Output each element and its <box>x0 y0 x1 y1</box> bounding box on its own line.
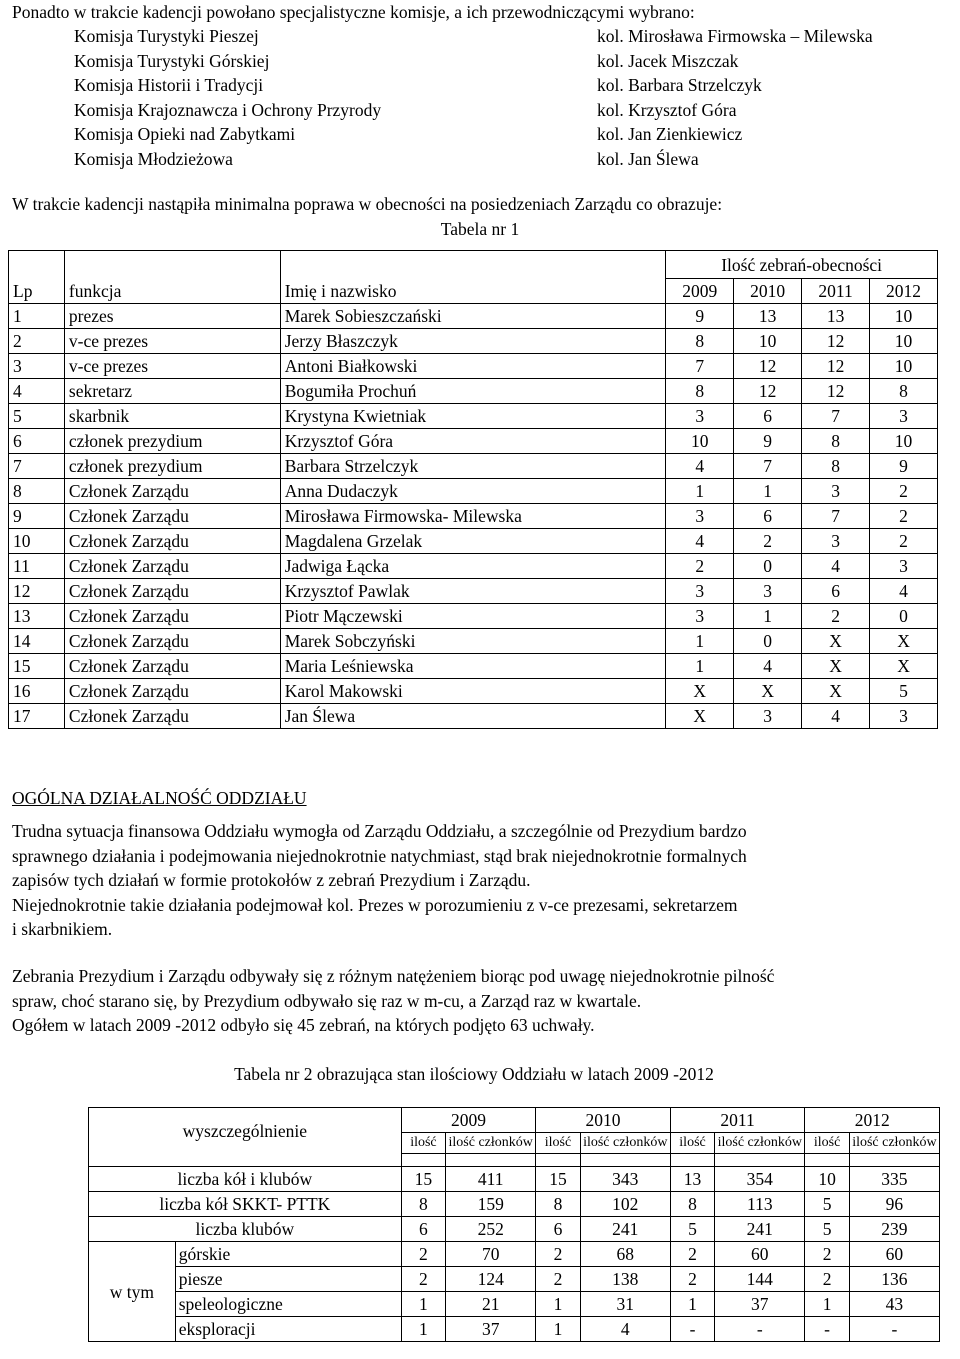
row-label: piesze <box>175 1267 401 1292</box>
table-cell: 411 <box>446 1167 536 1192</box>
subheader-count: ilość <box>401 1133 445 1154</box>
table-cell: 2 <box>9 329 65 354</box>
table-cell: Barbara Strzelczyk <box>280 454 666 479</box>
table1-caption: Tabela nr 1 <box>440 219 520 239</box>
commission-name: Komisja Opieki nad Zabytkami <box>74 124 296 144</box>
subheader-members: ilość członków <box>446 1133 536 1154</box>
table-cell: 4 <box>870 579 938 604</box>
table-cell: 9 <box>666 304 734 329</box>
table-cell: 2 <box>666 554 734 579</box>
table-cell: 7 <box>802 404 870 429</box>
commission-chair: kol. Jan Ślewa <box>597 148 699 169</box>
table-cell: Członek Zarządu <box>64 554 280 579</box>
paragraph-line: Ogółem w latach 2009 -2012 odbyło się 45 zebrań, na których podjęto 63 uchwały. <box>12 1015 595 1035</box>
table-row <box>9 579 938 604</box>
attendance-intro: W trakcie kadencji nastąpiła minimalna poprawa w obecności na posiedzeniach Zarządu co obrazuje: <box>12 194 723 214</box>
table-cell: Krzysztof Pawlak <box>280 579 666 604</box>
table-cell: 335 <box>849 1167 939 1192</box>
table-cell: 343 <box>580 1167 670 1192</box>
table-row <box>89 1267 940 1292</box>
table-cell: 8 <box>870 379 938 404</box>
table-cell: 2 <box>805 1267 849 1292</box>
table-cell: skarbnik <box>64 404 280 429</box>
table-cell: 5 <box>805 1192 849 1217</box>
table-cell: sekretarz <box>64 379 280 404</box>
table2-caption: Tabela nr 2 obrazująca stan ilościowy Oddziału w latach 2009 -2012 <box>234 1064 714 1084</box>
table-row <box>9 304 938 329</box>
header-specification: wyszczególnienie <box>89 1108 402 1154</box>
table-cell: 6 <box>9 429 65 454</box>
table-cell: 6 <box>734 504 802 529</box>
table-row <box>9 379 938 404</box>
table-cell: Bogumiła Prochuń <box>280 379 666 404</box>
table-cell: 252 <box>446 1217 536 1242</box>
table-row <box>89 1317 940 1342</box>
table-cell: członek prezydium <box>64 429 280 454</box>
table-cell: Marek Sobczyński <box>280 629 666 654</box>
table-cell: 4 <box>802 704 870 729</box>
table-row <box>9 629 938 654</box>
table-cell: 14 <box>9 629 65 654</box>
table-cell: - <box>805 1317 849 1342</box>
table-cell: 13 <box>9 604 65 629</box>
group-label: w tym <box>89 1242 176 1342</box>
table-cell: 4 <box>580 1317 670 1342</box>
table-cell: 8 <box>802 429 870 454</box>
table-cell: 0 <box>734 554 802 579</box>
row-label: eksploracji <box>175 1317 401 1342</box>
table-cell: członek prezydium <box>64 454 280 479</box>
table-cell: 3 <box>870 404 938 429</box>
table-cell: prezes <box>64 304 280 329</box>
table-cell: 17 <box>9 704 65 729</box>
table-cell: 1 <box>666 654 734 679</box>
table-row <box>9 479 938 504</box>
table-cell: 2 <box>802 604 870 629</box>
table-cell: Antoni Białkowski <box>280 354 666 379</box>
commission-chair: kol. Barbara Strzelczyk <box>597 75 762 95</box>
table-cell: 113 <box>715 1192 805 1217</box>
membership-table <box>88 1107 940 1342</box>
table-cell: 10 <box>9 529 65 554</box>
table-cell: 10 <box>870 304 938 329</box>
paragraph-line: Zebrania Prezydium i Zarządu odbywały się z różnym natężeniem biorąc pod uwagę niejednokrotnie pilność <box>12 966 775 986</box>
table-cell: 1 <box>666 479 734 504</box>
table-cell: 1 <box>734 479 802 504</box>
table-cell: 144 <box>715 1267 805 1292</box>
table-cell: 8 <box>670 1192 714 1217</box>
table-cell: Karol Makowski <box>280 679 666 704</box>
table-cell: 7 <box>666 354 734 379</box>
table-cell: 3 <box>870 704 938 729</box>
table-cell: Piotr Mączewski <box>280 604 666 629</box>
table-cell: 239 <box>849 1217 939 1242</box>
table-cell: 5 <box>870 679 938 704</box>
table-cell: 2 <box>870 529 938 554</box>
table-cell: 10 <box>870 429 938 454</box>
table-cell: 9 <box>9 504 65 529</box>
table-cell: 1 <box>536 1292 580 1317</box>
table-cell: 7 <box>734 454 802 479</box>
table-row <box>9 504 938 529</box>
table-cell: 1 <box>670 1292 714 1317</box>
table-cell: 6 <box>401 1217 445 1242</box>
table-cell: 8 <box>802 454 870 479</box>
table-cell: v-ce prezes <box>64 329 280 354</box>
subheader-count: ilość <box>536 1133 580 1154</box>
table-cell: 16 <box>9 679 65 704</box>
table-cell: Członek Zarządu <box>64 654 280 679</box>
table-cell: 2 <box>670 1267 714 1292</box>
table-cell: X <box>734 679 802 704</box>
subheader-members: ilość członków <box>715 1133 805 1154</box>
table-cell: X <box>802 629 870 654</box>
subheader-count: ilość <box>670 1133 714 1154</box>
table-cell: Krzysztof Góra <box>280 429 666 454</box>
table-row <box>9 654 938 679</box>
table-cell: Mirosława Firmowska- Milewska <box>280 504 666 529</box>
table-cell: X <box>666 704 734 729</box>
table-cell: 2 <box>536 1242 580 1267</box>
table-cell: 60 <box>715 1242 805 1267</box>
intro-text: Ponadto w trakcie kadencji powołano specjalistyczne komisje, a ich przewodniczącymi wybrano: <box>12 2 695 22</box>
table-cell: 37 <box>715 1292 805 1317</box>
table-cell: 5 <box>670 1217 714 1242</box>
table-cell: 13 <box>670 1167 714 1192</box>
commission-chair: kol. Krzysztof Góra <box>597 99 737 120</box>
table-cell: 2 <box>401 1242 445 1267</box>
table-row <box>9 529 938 554</box>
table-row <box>9 704 938 729</box>
table-row <box>89 1167 940 1192</box>
table-cell: 10 <box>870 329 938 354</box>
table-cell: 12 <box>9 579 65 604</box>
table-row <box>9 429 938 454</box>
table-cell: 15 <box>536 1167 580 1192</box>
commission-name: Komisja Młodzieżowa <box>74 148 233 169</box>
table-row <box>9 679 938 704</box>
header-year: 2010 <box>536 1108 671 1133</box>
table-cell: 136 <box>849 1267 939 1292</box>
table-cell: Członek Zarządu <box>64 604 280 629</box>
table-row <box>89 1292 940 1317</box>
table-cell: 2 <box>805 1242 849 1267</box>
commission-name: Komisja Turystyki Pieszej <box>74 26 259 46</box>
table-cell: 96 <box>849 1192 939 1217</box>
table-cell: 13 <box>734 304 802 329</box>
table-cell: 31 <box>580 1292 670 1317</box>
commission-name: Komisja Historii i Tradycji <box>74 75 264 95</box>
subheader-members: ilość członków <box>580 1133 670 1154</box>
table-cell: - <box>849 1317 939 1342</box>
table-cell: 102 <box>580 1192 670 1217</box>
table-cell: 3 <box>802 479 870 504</box>
table-cell: 70 <box>446 1242 536 1267</box>
commission-name: Komisja Krajoznawcza i Ochrony Przyrody <box>74 99 382 120</box>
table-cell: Członek Zarządu <box>64 479 280 504</box>
table-cell: 68 <box>580 1242 670 1267</box>
header-year: 2010 <box>734 279 802 304</box>
table-cell: 9 <box>870 454 938 479</box>
table-row <box>9 604 938 629</box>
header-year: 2012 <box>805 1108 940 1133</box>
table-cell: 3 <box>666 404 734 429</box>
table-cell: 241 <box>715 1217 805 1242</box>
paragraph-line: i skarbnikiem. <box>12 919 113 939</box>
header-year: 2009 <box>401 1108 536 1133</box>
table-cell: 4 <box>802 554 870 579</box>
row-label: liczba kół SKKT- PTTK <box>89 1192 402 1217</box>
header-lp: Lp <box>9 279 65 304</box>
row-label: speleologiczne <box>175 1292 401 1317</box>
table-cell: 12 <box>802 379 870 404</box>
table-cell: 12 <box>734 379 802 404</box>
table-cell: 3 <box>870 554 938 579</box>
table-cell: 10 <box>805 1167 849 1192</box>
table-cell: 3 <box>666 579 734 604</box>
table-cell: 3 <box>666 504 734 529</box>
table-cell: Magdalena Grzelak <box>280 529 666 554</box>
table-cell: 159 <box>446 1192 536 1217</box>
table-cell: 12 <box>802 354 870 379</box>
table-cell: 8 <box>9 479 65 504</box>
table-row <box>89 1217 940 1242</box>
table-cell: 4 <box>9 379 65 404</box>
header-year: 2011 <box>670 1108 805 1133</box>
table-cell: Członek Zarządu <box>64 629 280 654</box>
table-cell: 11 <box>9 554 65 579</box>
header-function: funkcja <box>64 279 280 304</box>
table-cell: 354 <box>715 1167 805 1192</box>
table-cell: 10 <box>734 329 802 354</box>
table-cell: 241 <box>580 1217 670 1242</box>
table-cell: Członek Zarządu <box>64 679 280 704</box>
table-cell: 5 <box>9 404 65 429</box>
header-year: 2012 <box>870 279 938 304</box>
table-cell: 2 <box>870 479 938 504</box>
table-cell: 13 <box>802 304 870 329</box>
table-row <box>9 404 938 429</box>
table-cell: 138 <box>580 1267 670 1292</box>
paragraph-line: spraw, choć starano się, by Prezydium odbywało się raz w m-cu, a Zarząd raz w kwartale. <box>12 990 642 1011</box>
table-cell: X <box>802 679 870 704</box>
table-cell: 6 <box>734 404 802 429</box>
table-cell: 1 <box>805 1292 849 1317</box>
table-cell: 2 <box>870 504 938 529</box>
table-cell: 8 <box>401 1192 445 1217</box>
table-cell: 37 <box>446 1317 536 1342</box>
table-cell: 12 <box>734 354 802 379</box>
table-cell: Jerzy Błaszczyk <box>280 329 666 354</box>
subheader-count: ilość <box>805 1133 849 1154</box>
row-label: górskie <box>175 1242 401 1267</box>
table-cell: 10 <box>666 429 734 454</box>
table-cell: 3 <box>734 704 802 729</box>
table-cell: 15 <box>9 654 65 679</box>
attendance-group-header: Ilość zebrań-obecności <box>666 251 938 279</box>
table-cell: 60 <box>849 1242 939 1267</box>
paragraph-line: Niejednokrotnie takie działania podejmował kol. Prezes w porozumieniu z v-ce prezesami, sekretarzem <box>12 894 738 915</box>
table-cell: 6 <box>536 1217 580 1242</box>
table-cell: 4 <box>666 454 734 479</box>
table-cell: 3 <box>9 354 65 379</box>
table-cell: X <box>870 629 938 654</box>
table-cell: Jadwiga Łącka <box>280 554 666 579</box>
table-cell: 9 <box>734 429 802 454</box>
table-cell: 43 <box>849 1292 939 1317</box>
table-cell: Krystyna Kwietniak <box>280 404 666 429</box>
table-cell: 2 <box>401 1267 445 1292</box>
table-cell: 15 <box>401 1167 445 1192</box>
table-cell: Członek Zarządu <box>64 579 280 604</box>
table-cell: X <box>802 654 870 679</box>
table-cell: Członek Zarządu <box>64 704 280 729</box>
table-cell: 8 <box>666 329 734 354</box>
table-cell: 1 <box>734 604 802 629</box>
table-cell: Członek Zarządu <box>64 529 280 554</box>
table-cell: Jan Ślewa <box>280 704 666 729</box>
table-cell: 124 <box>446 1267 536 1292</box>
table-cell: - <box>715 1317 805 1342</box>
commission-name: Komisja Turystyki Górskiej <box>74 50 270 71</box>
table-row <box>9 354 938 379</box>
row-label: liczba kół i klubów <box>89 1167 402 1192</box>
table-cell: Anna Dudaczyk <box>280 479 666 504</box>
table-cell: 3 <box>666 604 734 629</box>
header-year: 2011 <box>802 279 870 304</box>
table-cell: 4 <box>734 654 802 679</box>
table-cell: 3 <box>734 579 802 604</box>
table-cell: 12 <box>802 329 870 354</box>
table-cell: 1 <box>401 1317 445 1342</box>
table-cell: v-ce prezes <box>64 354 280 379</box>
table-cell: 8 <box>536 1192 580 1217</box>
table-cell: 10 <box>870 354 938 379</box>
table-cell: 2 <box>734 529 802 554</box>
paragraph-line: zapisów tych działań w formie protokołów z zebrań Prezydium i Zarządu. <box>12 870 531 890</box>
paragraph-line: Trudna sytuacja finansowa Oddziału wymogła od Zarządu Oddziału, a szczególnie od Prezydium bardzo <box>12 821 747 841</box>
table-row <box>9 329 938 354</box>
table-cell: 5 <box>805 1217 849 1242</box>
section-title: OGÓLNA DZIAŁALNOŚĆ ODDZIAŁU <box>12 788 307 808</box>
paragraph-line: sprawnego działania i podejmowania niejednokrotnie natychmiast, stąd brak niejednokrotnie formalnych <box>12 845 747 866</box>
commission-chair: kol. Jacek Miszczak <box>597 50 739 71</box>
table-cell: 4 <box>666 529 734 554</box>
table-cell: - <box>670 1317 714 1342</box>
commission-chair: kol. Jan Zienkiewicz <box>597 124 743 144</box>
table-cell: 3 <box>802 529 870 554</box>
table-cell: 7 <box>802 504 870 529</box>
table-cell: 7 <box>9 454 65 479</box>
table-cell: 1 <box>536 1317 580 1342</box>
table-cell: 0 <box>870 604 938 629</box>
attendance-table <box>8 250 938 729</box>
header-year: 2009 <box>666 279 734 304</box>
table-cell: 2 <box>670 1242 714 1267</box>
table-row <box>89 1192 940 1217</box>
row-label: liczba klubów <box>89 1217 402 1242</box>
table-cell: Marek Sobieszczański <box>280 304 666 329</box>
table-cell: 21 <box>446 1292 536 1317</box>
table-cell: Członek Zarządu <box>64 504 280 529</box>
table-cell: 1 <box>401 1292 445 1317</box>
table-cell: 2 <box>536 1267 580 1292</box>
commission-chair: kol. Mirosława Firmowska – Milewska <box>597 26 873 46</box>
subheader-members: ilość członków <box>849 1133 939 1154</box>
table-row <box>89 1242 940 1267</box>
table-cell: 6 <box>802 579 870 604</box>
table-cell: 1 <box>666 629 734 654</box>
table-cell: Maria Leśniewska <box>280 654 666 679</box>
table-row <box>9 554 938 579</box>
table-cell: 0 <box>734 629 802 654</box>
header-name: Imię i nazwisko <box>280 279 666 304</box>
table-row <box>9 454 938 479</box>
table-cell: X <box>666 679 734 704</box>
table-cell: 1 <box>9 304 65 329</box>
table-cell: 8 <box>666 379 734 404</box>
table-cell: X <box>870 654 938 679</box>
